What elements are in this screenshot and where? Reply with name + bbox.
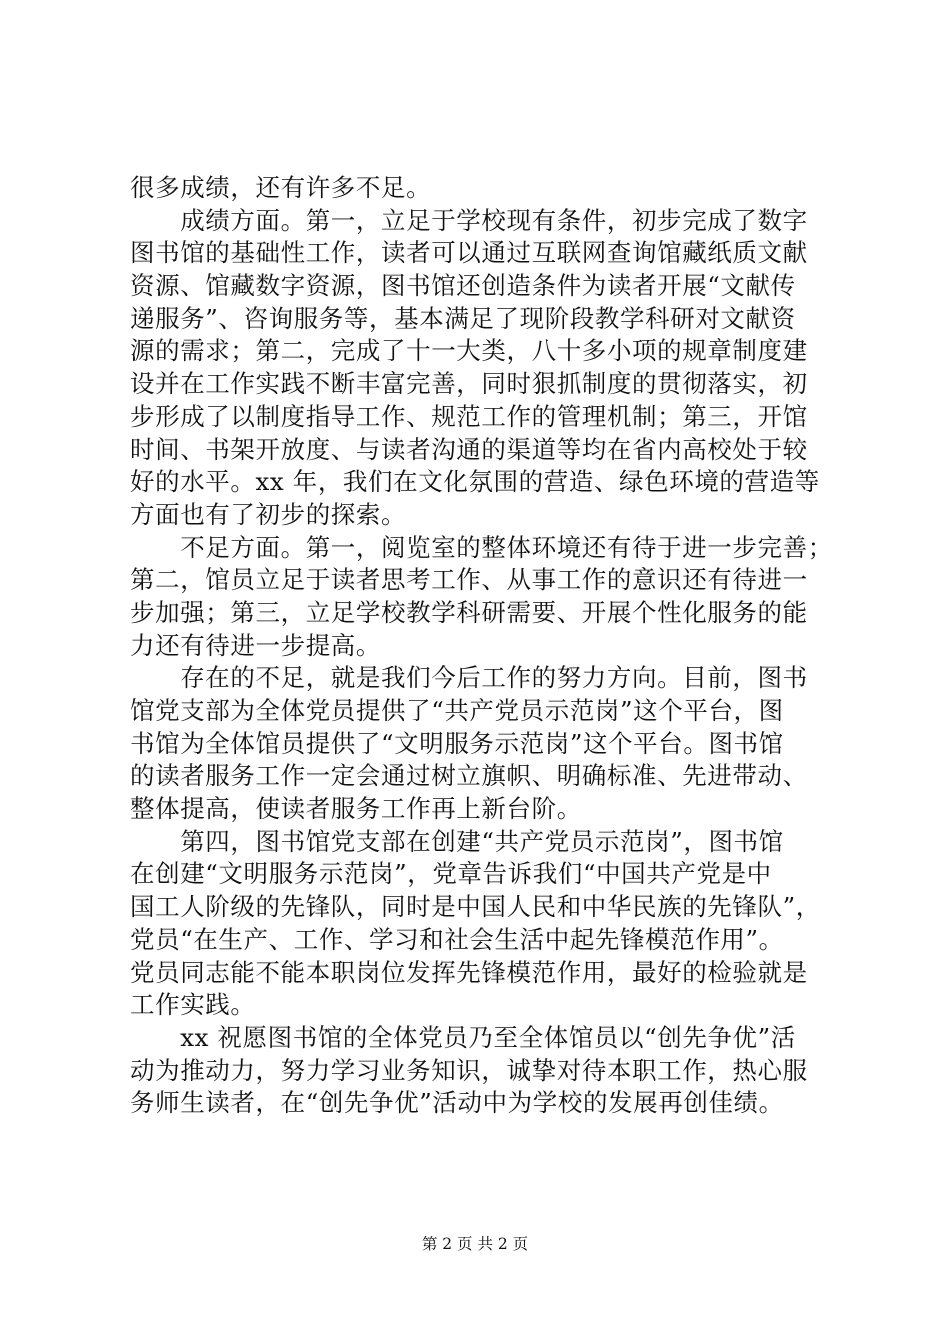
text-line: 存在的不足，就是我们今后工作的努力方向。目前，图书 xyxy=(130,663,808,693)
text-line: 方面也有了初步的探索。 xyxy=(130,499,407,529)
text-line: 成绩方面。第一，立足于学校现有条件，初步完成了数字 xyxy=(130,205,808,235)
text-line: 好的水平。xx 年，我们在文化氛围的营造、绿色环境的营造等 xyxy=(130,467,820,497)
text-line: 馆党支部为全体党员提供了“共产党员示范岗”这个平台，图 xyxy=(130,696,784,725)
text-line: 步加强；第三，立足学校教学科研需要、开展个性化服务的能 xyxy=(130,597,808,627)
text-line: 设并在工作实践不断丰富完善，同时狠抓制度的贯彻落实，初 xyxy=(130,369,808,399)
text-line: 很多成绩，还有许多不足。 xyxy=(130,173,432,202)
text-line: 第四，图书馆党支部在创建“共产党员示范岗”，图书馆 xyxy=(130,826,784,856)
text-line: 资源、馆藏数字资源，图书馆还创造条件为读者开展“文献传 xyxy=(130,271,796,301)
text-line: xx 祝愿图书馆的全体党员乃至全体馆员以“创先争优”活 xyxy=(130,1022,796,1052)
text-line: 党员同志能不能本职岗位发挥先锋模范作用，最好的检验就是 xyxy=(130,957,808,987)
text-line: 整体提高，使读者服务工作再上新台阶。 xyxy=(130,794,582,824)
text-line: 图书馆的基础性工作，读者可以通过互联网查询馆藏纸质文献 xyxy=(130,238,808,268)
text-line: 力还有待进一步提高。 xyxy=(130,630,381,660)
text-line: 在创建“文明服务示范岗”，党章告诉我们“中国共产党是中 xyxy=(130,859,772,889)
page-footer: 第 2 页 共 2 页 xyxy=(421,1235,529,1253)
text-line: 第二，馆员立足于读者思考工作、从事工作的意识还有待进一 xyxy=(130,565,808,595)
text-line: 不足方面。第一，阅览室的整体环境还有待于进一步完善； xyxy=(130,532,833,562)
text-line: 源的需求；第二，完成了十一大类，八十多小项的规章制度建 xyxy=(130,336,808,366)
text-line: 书馆为全体馆员提供了“文明服务示范岗”这个平台。图书馆 xyxy=(130,728,784,758)
text-line: 递服务”、咨询服务等，基本满足了现阶段教学科研对文献资 xyxy=(130,303,796,333)
text-line: 步形成了以制度指导工作、规范工作的管理机制；第三，开馆 xyxy=(130,401,808,431)
text-line: 务师生读者，在“创先争优”活动中为学校的发展再创佳绩。 xyxy=(130,1088,784,1118)
text-line: 时间、书架开放度、与读者沟通的渠道等均在省内高校处于较 xyxy=(130,434,808,464)
text-line: 党员“在生产、工作、学习和社会生活中起先锋模范作用”。 xyxy=(130,924,784,954)
text-line: 国工人阶级的先锋队，同时是中国人民和中华民族的先锋队”， xyxy=(130,892,821,922)
text-line: 的读者服务工作一定会通过树立旗帜、明确标准、先进带动、 xyxy=(130,761,808,791)
text-line: 工作实践。 xyxy=(130,990,256,1020)
text-line: 动为推动力，努力学习业务知识，诚挚对待本职工作，热心服 xyxy=(130,1055,808,1085)
document-body xyxy=(130,172,833,1120)
